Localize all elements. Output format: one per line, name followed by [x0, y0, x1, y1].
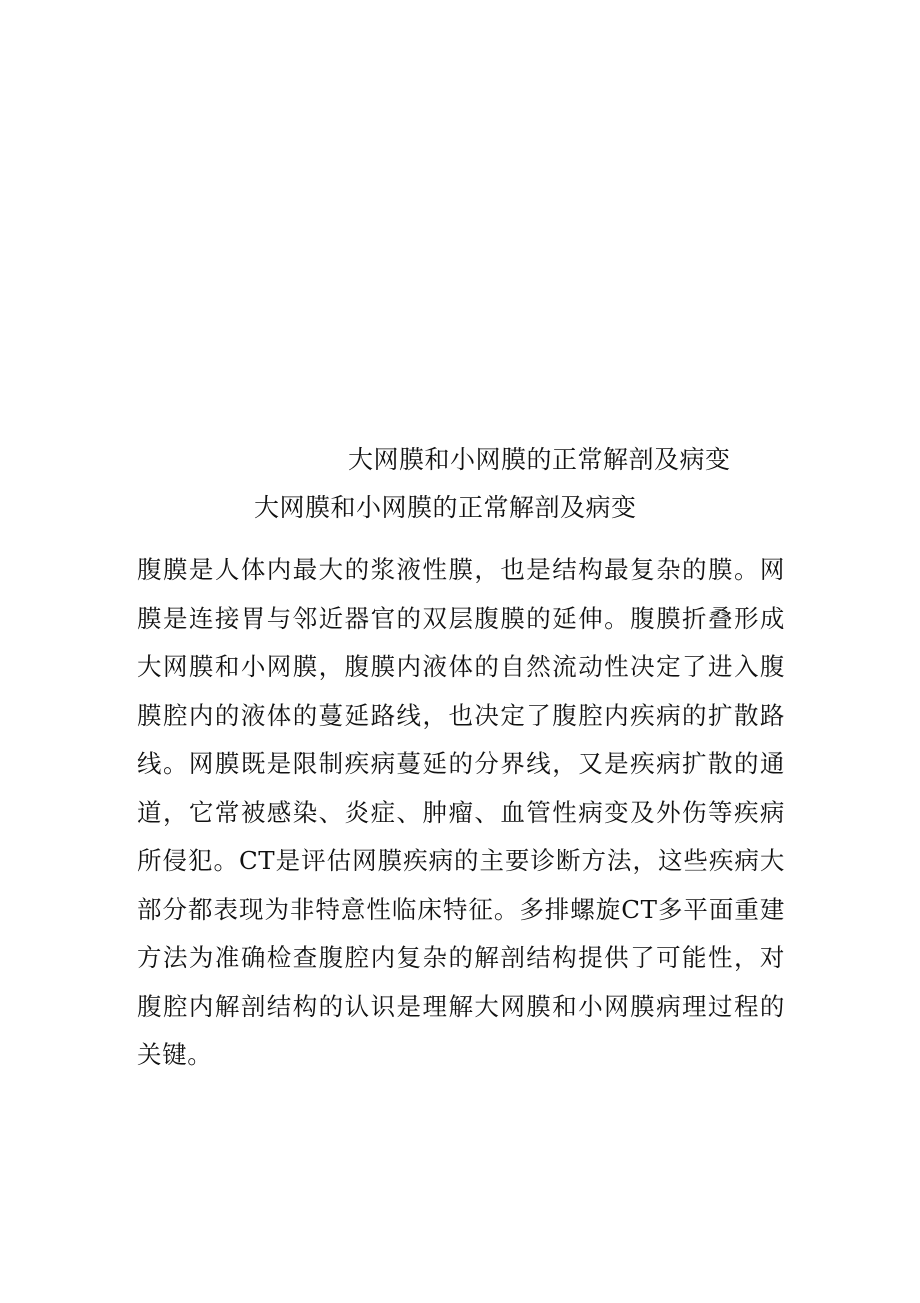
body-paragraph: 腹膜是人体内最大的浆液性膜，也是结构最复杂的膜。网膜是连接胃与邻近器官的双层腹膜的延伸。腹膜折叠形成大网膜和小网膜，腹膜内液体的自然流动性决定了进入腹膜腔内的液体的蔓延路线，也决定了腹腔内疾病的扩散路线。网膜既是限制疾病蔓延的分界线，又是疾病扩散的通道，它常被感染、炎症、肿瘤、血管性病变及外伤等疾病所侵犯。CT是评估网膜疾病的主要诊断方法，这些疾病大部分都表现为非特意性临床特征。多排螺旋CT多平面重建方法为准确检查腹腔内复杂的解剖结构提供了可能性，对腹腔内解剖结构的认识是理解大网膜和小网膜病理过程的关键。 [137, 555, 785, 1069]
document-title: 大网膜和小网膜的正常解剖及病变 [348, 445, 731, 474]
document-subtitle: 大网膜和小网膜的正常解剖及病变 [254, 493, 637, 522]
